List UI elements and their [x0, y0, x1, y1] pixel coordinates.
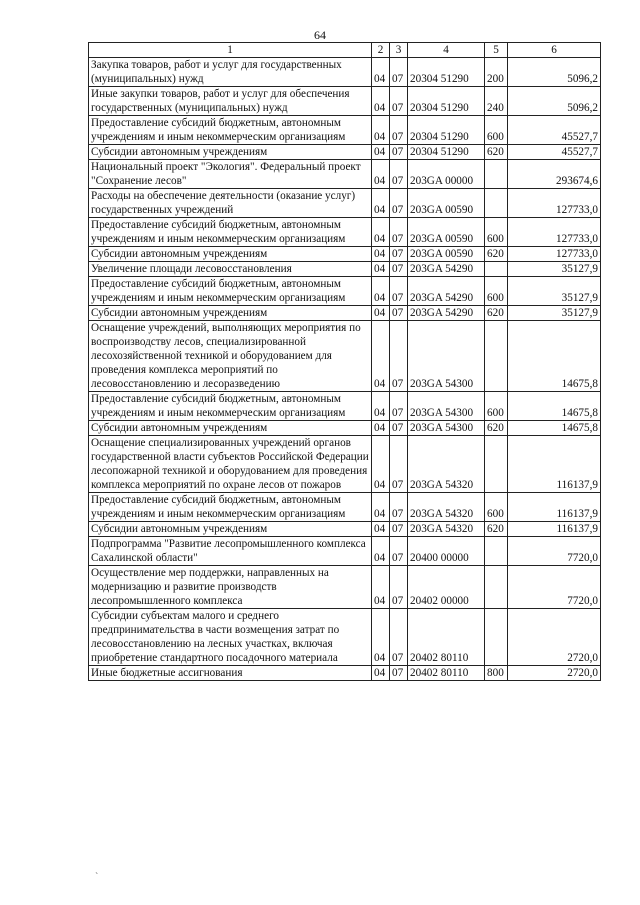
row-subsection: 07: [390, 145, 408, 160]
row-expense-type: 200: [485, 58, 508, 87]
table-row: [89, 421, 601, 436]
row-expense-type: [485, 160, 508, 189]
table-row: [89, 189, 601, 218]
row-name: Расходы на обеспечение деятельности (оказание услуг) государственных учреждений: [89, 189, 372, 218]
row-amount: 116137,9: [508, 522, 601, 537]
row-target-code: 203GA 54290: [408, 306, 485, 321]
row-name: Национальный проект "Экология". Федеральный проект "Сохранение лесов": [89, 160, 372, 189]
row-subsection: 07: [390, 537, 408, 566]
row-expense-type: 620: [485, 421, 508, 436]
row-amount: 7720,0: [508, 566, 601, 609]
row-name: Предоставление субсидий бюджетным, автономным учреждениям и иным некоммерческим организациям: [89, 218, 372, 247]
row-amount: 5096,2: [508, 87, 601, 116]
row-target-code: 203GA 00590: [408, 218, 485, 247]
row-target-code: 20402 80110: [408, 609, 485, 666]
page-number: 64: [314, 28, 326, 42]
row-section: 04: [372, 218, 390, 247]
table-row: [89, 116, 601, 145]
row-name: Оснащение учреждений, выполняющих мероприятия по воспроизводству лесов, специализированной лесохозяйственной техникой и оборудованием для проведения комплекса мероприятий по лесовосстановлению и лесоразведению: [89, 321, 372, 392]
col-header-5: 5: [485, 43, 508, 58]
row-section: 04: [372, 493, 390, 522]
row-amount: 293674,6: [508, 160, 601, 189]
row-expense-type: [485, 566, 508, 609]
row-name: Субсидии автономным учреждениям: [89, 306, 372, 321]
header-row: [89, 43, 601, 58]
row-subsection: 07: [390, 493, 408, 522]
row-target-code: 20402 00000: [408, 566, 485, 609]
row-name: Субсидии автономным учреждениям: [89, 522, 372, 537]
row-target-code: 203GA 54300: [408, 392, 485, 421]
row-section: 04: [372, 277, 390, 306]
row-name: Предоставление субсидий бюджетным, автономным учреждениям и иным некоммерческим организациям: [89, 277, 372, 306]
row-subsection: 07: [390, 609, 408, 666]
row-amount: 45527,7: [508, 116, 601, 145]
row-section: 04: [372, 421, 390, 436]
row-name: Субсидии автономным учреждениям: [89, 247, 372, 262]
table-row: [89, 609, 601, 666]
row-subsection: 07: [390, 277, 408, 306]
table-row: [89, 145, 601, 160]
table-row: [89, 436, 601, 493]
row-subsection: 07: [390, 262, 408, 277]
row-section: 04: [372, 87, 390, 116]
row-name: Субсидии автономным учреждениям: [89, 145, 372, 160]
row-subsection: 07: [390, 247, 408, 262]
row-section: 04: [372, 537, 390, 566]
row-subsection: 07: [390, 160, 408, 189]
row-section: 04: [372, 666, 390, 681]
table-row: [89, 537, 601, 566]
row-subsection: 07: [390, 218, 408, 247]
row-name: Подпрограмма "Развитие лесопромышленного комплекса Сахалинской области": [89, 537, 372, 566]
row-amount: 45527,7: [508, 145, 601, 160]
row-subsection: 07: [390, 116, 408, 145]
row-subsection: 07: [390, 566, 408, 609]
row-target-code: 203GA 54320: [408, 493, 485, 522]
row-expense-type: 620: [485, 306, 508, 321]
table-row: [89, 392, 601, 421]
row-section: 04: [372, 609, 390, 666]
table-row: [89, 522, 601, 537]
row-name: Предоставление субсидий бюджетным, автономным учреждениям и иным некоммерческим организациям: [89, 116, 372, 145]
col-header-2: 2: [372, 43, 390, 58]
table-row: [89, 58, 601, 87]
table-row: [89, 277, 601, 306]
table-row: [89, 321, 601, 392]
row-amount: 116137,9: [508, 436, 601, 493]
row-name: Предоставление субсидий бюджетным, автономным учреждениям и иным некоммерческим организациям: [89, 493, 372, 522]
row-amount: 14675,8: [508, 321, 601, 392]
row-target-code: 203GA 00590: [408, 189, 485, 218]
row-amount: 127733,0: [508, 218, 601, 247]
col-header-4: 4: [408, 43, 485, 58]
budget-table: [88, 42, 601, 681]
table-row: [89, 493, 601, 522]
row-section: 04: [372, 145, 390, 160]
row-expense-type: 600: [485, 392, 508, 421]
row-section: 04: [372, 189, 390, 218]
row-expense-type: 600: [485, 116, 508, 145]
row-subsection: 07: [390, 58, 408, 87]
row-expense-type: [485, 189, 508, 218]
row-amount: 14675,8: [508, 392, 601, 421]
row-target-code: 203GA 54290: [408, 262, 485, 277]
row-subsection: 07: [390, 436, 408, 493]
row-amount: 127733,0: [508, 247, 601, 262]
row-amount: 5096,2: [508, 58, 601, 87]
row-expense-type: [485, 262, 508, 277]
table-row: [89, 160, 601, 189]
row-name: Оснащение специализированных учреждений органов государственной власти субъектов Российской Федерации лесопожарной техникой и оборудованием для проведения комплекса мероприятий по охране лесов от пожаров: [89, 436, 372, 493]
row-amount: 2720,0: [508, 666, 601, 681]
col-header-3: 3: [390, 43, 408, 58]
table-row: [89, 262, 601, 277]
row-target-code: 203GA 54290: [408, 277, 485, 306]
row-amount: 35127,9: [508, 277, 601, 306]
row-name: Увеличение площади лесовосстановления: [89, 262, 372, 277]
row-name: Иные закупки товаров, работ и услуг для обеспечения государственных (муниципальных) нужд: [89, 87, 372, 116]
table-body: [89, 58, 601, 681]
row-expense-type: [485, 537, 508, 566]
row-expense-type: [485, 609, 508, 666]
row-expense-type: [485, 321, 508, 392]
row-expense-type: [485, 436, 508, 493]
row-target-code: 203GA 54300: [408, 321, 485, 392]
row-amount: 35127,9: [508, 306, 601, 321]
row-section: 04: [372, 262, 390, 277]
row-target-code: 20304 51290: [408, 116, 485, 145]
table-row: [89, 666, 601, 681]
row-expense-type: 620: [485, 247, 508, 262]
row-expense-type: 600: [485, 218, 508, 247]
row-target-code: 203GA 54320: [408, 436, 485, 493]
row-amount: 116137,9: [508, 493, 601, 522]
row-section: 04: [372, 247, 390, 262]
row-amount: 7720,0: [508, 537, 601, 566]
row-subsection: 07: [390, 666, 408, 681]
row-target-code: 203GA 00000: [408, 160, 485, 189]
row-expense-type: 620: [485, 522, 508, 537]
row-name: Предоставление субсидий бюджетным, автономным учреждениям и иным некоммерческим организациям: [89, 392, 372, 421]
row-amount: 14675,8: [508, 421, 601, 436]
row-amount: 2720,0: [508, 609, 601, 666]
row-subsection: 07: [390, 392, 408, 421]
row-subsection: 07: [390, 87, 408, 116]
row-target-code: 20304 51290: [408, 58, 485, 87]
row-name: Субсидии автономным учреждениям: [89, 421, 372, 436]
table-row: [89, 218, 601, 247]
row-target-code: 20304 51290: [408, 87, 485, 116]
row-amount: 127733,0: [508, 189, 601, 218]
row-name: Субсидии субъектам малого и среднего предпринимательства в части возмещения затрат по лесовосстановлению на лесных участках, включая приобретение стандартного посадочного материала: [89, 609, 372, 666]
row-target-code: 203GA 00590: [408, 247, 485, 262]
row-section: 04: [372, 321, 390, 392]
row-target-code: 20402 80110: [408, 666, 485, 681]
row-target-code: 203GA 54320: [408, 522, 485, 537]
row-section: 04: [372, 160, 390, 189]
row-subsection: 07: [390, 189, 408, 218]
row-target-code: 20400 00000: [408, 537, 485, 566]
table-row: [89, 566, 601, 609]
row-subsection: 07: [390, 421, 408, 436]
row-subsection: 07: [390, 306, 408, 321]
row-section: 04: [372, 306, 390, 321]
row-section: 04: [372, 58, 390, 87]
table-row: [89, 87, 601, 116]
row-name: Осуществление мер поддержки, направленных на модернизацию и развитие производств лесопромышленного комплекса: [89, 566, 372, 609]
table-row: [89, 247, 601, 262]
row-expense-type: 600: [485, 493, 508, 522]
row-expense-type: 800: [485, 666, 508, 681]
row-section: 04: [372, 566, 390, 609]
row-name: Иные бюджетные ассигнования: [89, 666, 372, 681]
row-subsection: 07: [390, 321, 408, 392]
row-expense-type: 600: [485, 277, 508, 306]
row-amount: 35127,9: [508, 262, 601, 277]
row-target-code: 20304 51290: [408, 145, 485, 160]
row-section: 04: [372, 522, 390, 537]
row-subsection: 07: [390, 522, 408, 537]
row-name: Закупка товаров, работ и услуг для государственных (муниципальных) нужд: [89, 58, 372, 87]
row-expense-type: 240: [485, 87, 508, 116]
row-section: 04: [372, 392, 390, 421]
table-row: [89, 306, 601, 321]
scan-mark: `: [95, 872, 99, 883]
row-section: 04: [372, 116, 390, 145]
row-expense-type: 620: [485, 145, 508, 160]
row-target-code: 203GA 54300: [408, 421, 485, 436]
col-header-6: 6: [508, 43, 601, 58]
row-section: 04: [372, 436, 390, 493]
col-header-1: 1: [89, 43, 372, 58]
